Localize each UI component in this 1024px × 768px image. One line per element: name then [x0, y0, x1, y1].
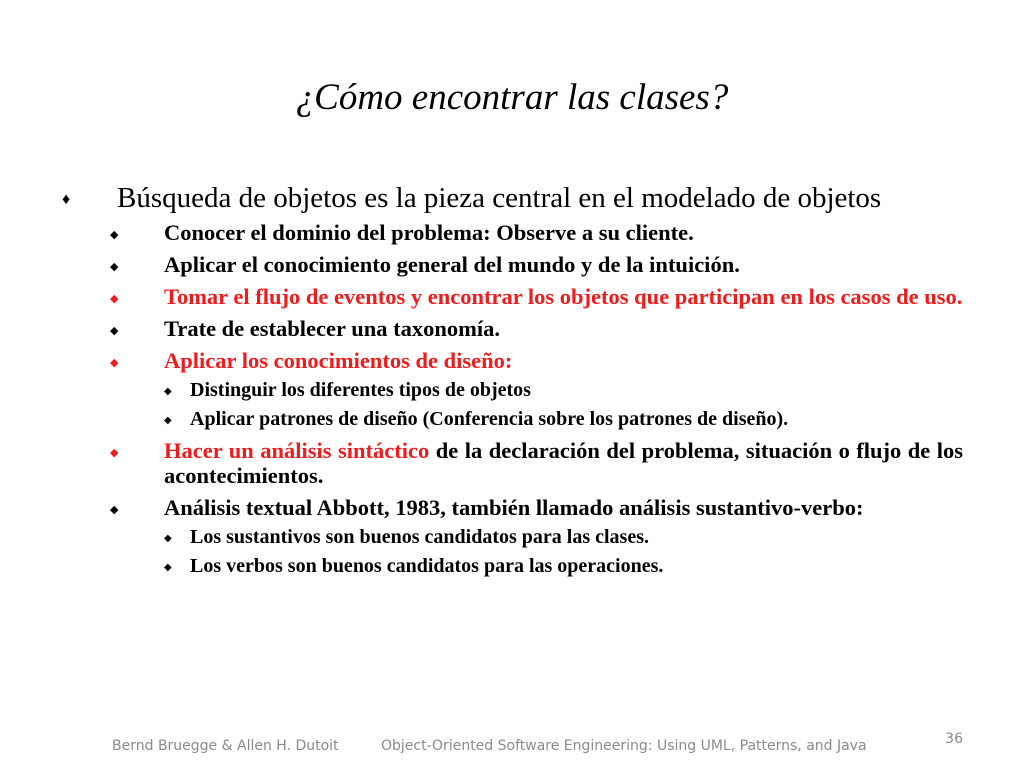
diamond-bullet-icon: ◆ [110, 325, 119, 337]
bullet-level2-highlighted [58, 348, 963, 373]
bullet-level1 [58, 183, 963, 213]
bullet-text: Aplicar los conocimientos de diseño: [164, 348, 513, 373]
bullet-text: Análisis textual Abbott, 1983, también llamado análisis sustantivo-verbo: [164, 495, 864, 520]
footer-book-title: Object-Oriented Software Engineering: Using UML, Patterns, and Java [381, 738, 867, 754]
bullet-level2 [58, 495, 963, 520]
bullet-text: Tomar el flujo de eventos y encontrar los objetos que participan en los casos de uso. [164, 284, 963, 309]
slide-body [58, 183, 963, 578]
bullet-level3 [58, 555, 963, 578]
diamond-bullet-icon: ◆ [110, 229, 119, 241]
diamond-bullet-icon: ◆ [110, 504, 119, 516]
diamond-bullet-icon: ◆ [164, 562, 172, 573]
bullet-level2 [58, 252, 963, 277]
bullet-level2 [58, 220, 963, 245]
diamond-bullet-icon: ◆ [110, 293, 119, 305]
bullet-level2 [58, 316, 963, 341]
bullet-text [164, 438, 963, 488]
page-number: 36 [945, 731, 963, 747]
slide-title: ¿Cómo encontrar las clases? [295, 77, 729, 118]
bullet-text-rest: de la declaración del problema, situación o flujo de los acontecimientos. [164, 438, 964, 488]
bullet-text: Los verbos son buenos candidatos para las operaciones. [190, 555, 664, 577]
bullet-text: Aplicar el conocimiento general del mundo y de la intuición. [164, 252, 740, 277]
highlighted-phrase: Hacer un análisis sintáctico [164, 438, 430, 463]
footer-authors: Bernd Bruegge & Allen H. Dutoit [112, 738, 339, 754]
diamond-bullet-icon: ◆ [110, 447, 119, 459]
bullet-text: Los sustantivos son buenos candidatos para las clases. [190, 526, 649, 548]
diamond-bullet-icon: ◆ [110, 261, 119, 273]
diamond-bullet-icon: ◆ [164, 386, 172, 397]
bullet-text: Conocer el dominio del problema: Observe a su cliente. [164, 220, 694, 245]
diamond-bullet-icon: ♦ [62, 191, 71, 208]
bullet-level2-highlighted [58, 284, 963, 309]
diamond-bullet-icon: ◆ [164, 415, 172, 426]
bullet-text: Búsqueda de objetos es la pieza central en el modelado de objetos [117, 182, 882, 214]
bullet-level3 [58, 526, 963, 549]
bullet-text: Trate de establecer una taxonomía. [164, 316, 500, 341]
bullet-level3 [58, 379, 963, 402]
bullet-level2 [58, 438, 963, 488]
bullet-level3 [58, 408, 963, 431]
diamond-bullet-icon: ◆ [110, 357, 119, 369]
diamond-bullet-icon: ◆ [164, 533, 172, 544]
bullet-text: Aplicar patrones de diseño (Conferencia sobre los patrones de diseño). [190, 408, 789, 430]
bullet-text: Distinguir los diferentes tipos de objetos [190, 379, 531, 401]
